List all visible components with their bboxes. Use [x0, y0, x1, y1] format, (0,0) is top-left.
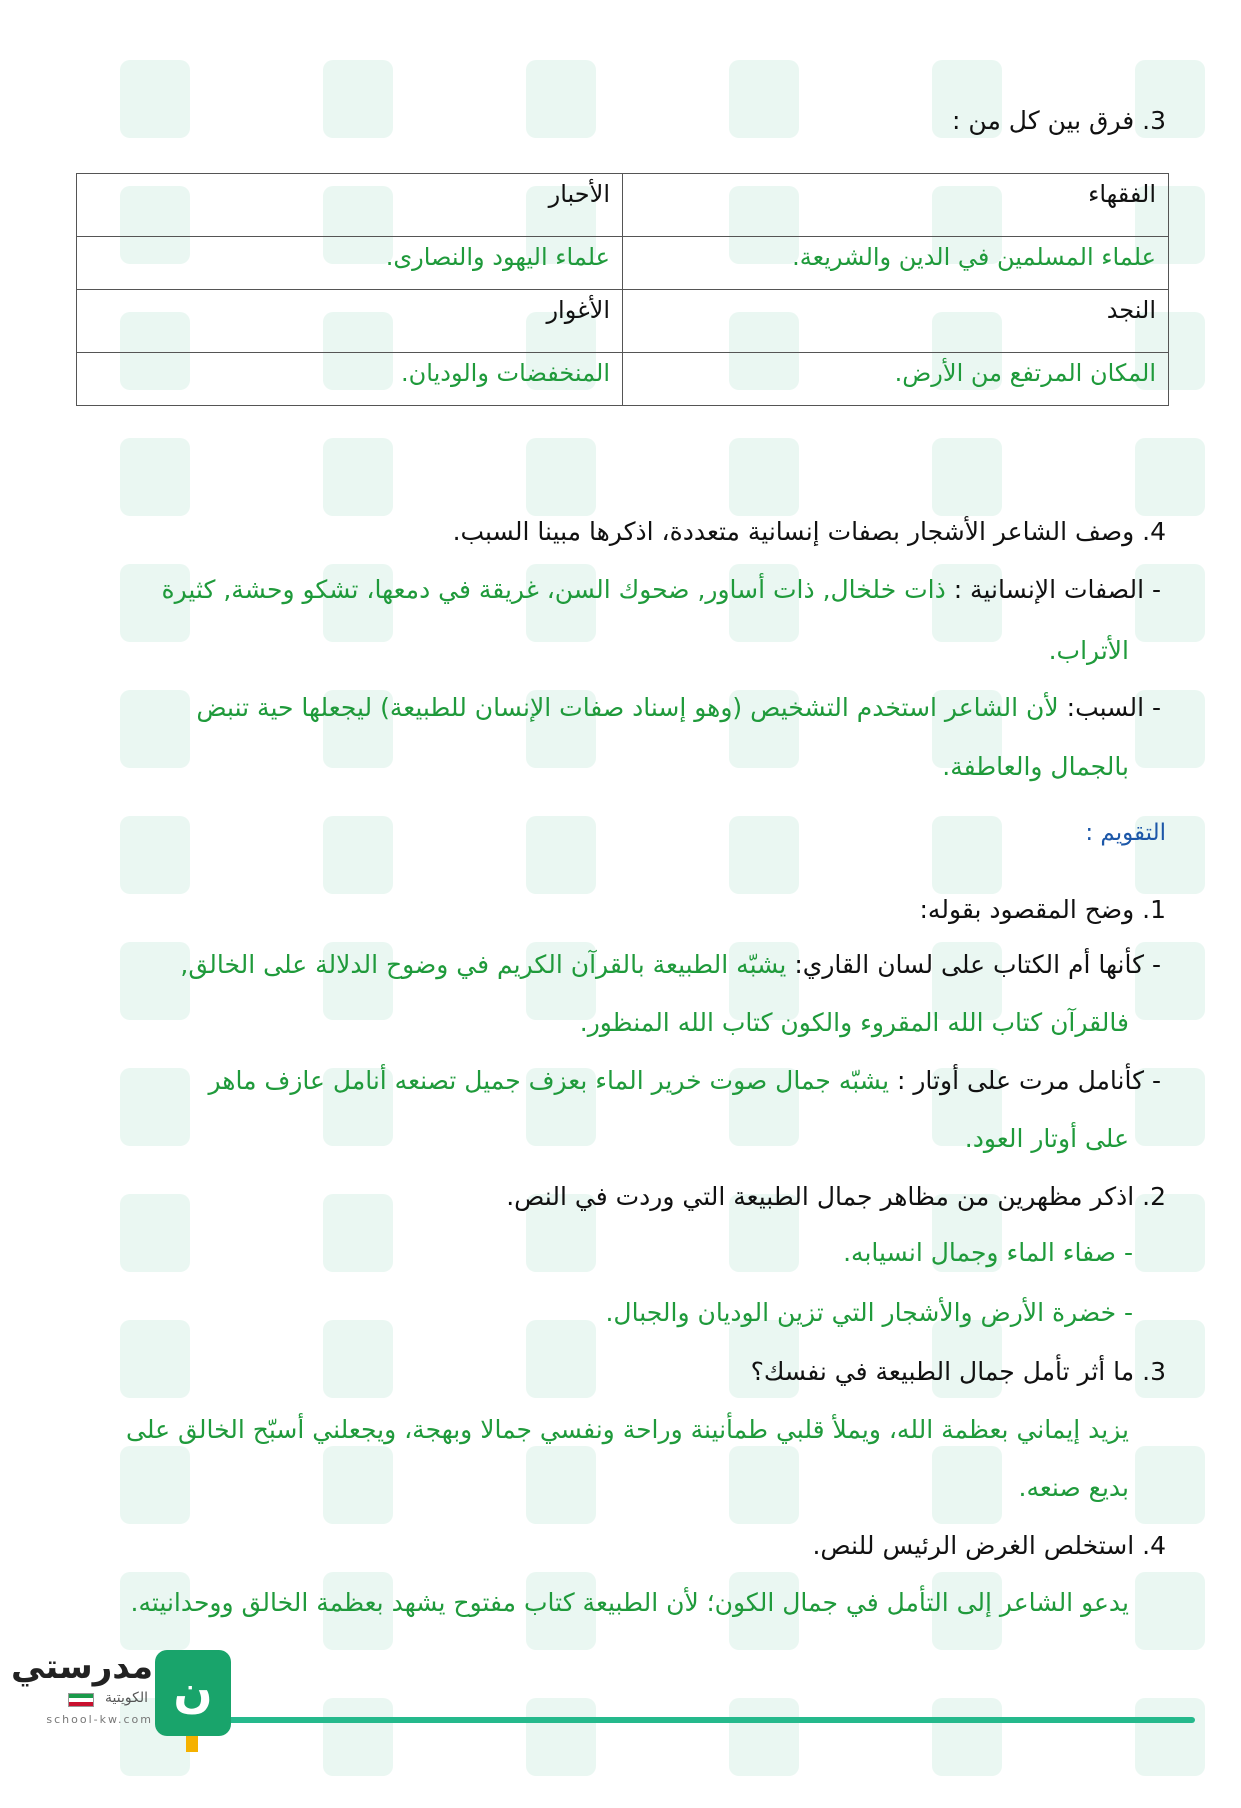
table-cell-term: النجد [623, 290, 1169, 353]
table-row [77, 174, 1169, 237]
table-cell-definition: علماء اليهود والنصارى. [77, 237, 623, 290]
kuwait-flag-icon [68, 1693, 94, 1707]
eval-1a-answer-continued: فالقرآن كتاب الله المقروء والكون كتاب الله المنظور. [579, 1008, 1129, 1037]
logo-url: school-kw.com [46, 1713, 153, 1726]
table-cell-definition: المنخفضات والوديان. [77, 353, 623, 406]
eval-question-3: 3. ما أثر تأمل جمال الطبيعة في نفسك؟ [750, 1357, 1166, 1386]
eval-1a-answer: يشبّه الطبيعة بالقرآن الكريم في وضوح الدلالة على الخالق, [180, 950, 787, 979]
eval-question-4: 4. استخلص الغرض الرئيس للنص. [812, 1531, 1166, 1560]
eval-1b-answer-continued: على أوتار العود. [964, 1124, 1129, 1153]
reason-answer: لأن الشاعر استخدم التشخيص (وهو إسناد صفات الإنسان للطبيعة) ليجعلها حية تنبض [196, 693, 1059, 722]
table-cell-definition: المكان المرتفع من الأرض. [623, 353, 1169, 406]
eval-4-answer: يدعو الشاعر إلى التأمل في جمال الكون؛ لأن الطبيعة كتاب مفتوح يشهد بعظمة الخالق ووحدانيته. [130, 1588, 1129, 1617]
reason-answer-continued: بالجمال والعاطفة. [942, 752, 1129, 781]
eval-3-answer-continued: بديع صنعه. [1018, 1473, 1129, 1502]
footer-divider [225, 1717, 1195, 1723]
traits-label: - الصفات الإنسانية : [953, 575, 1161, 604]
table-row [77, 353, 1169, 406]
eval-1b-answer: يشبّه جمال صوت خرير الماء بعزف جميل تصنعه أنامل عازف ماهر [208, 1066, 890, 1095]
eval-1b-label: - كأنامل مرت على أوتار : [896, 1066, 1161, 1095]
traits-answer: ذات خلخال, ذات أساور, ضحوك السن، غريقة في دمعها، تشكو وحشة, كثيرة [161, 575, 946, 604]
table-cell-term: الأغوار [77, 290, 623, 353]
reason-label: - السبب: [1066, 693, 1161, 722]
table-cell-definition: علماء المسلمين في الدين والشريعة. [623, 237, 1169, 290]
eval-2-answer-2: - خضرة الأرض والأشجار التي تزين الوديان والجبال. [605, 1298, 1133, 1327]
eval-question-2: 2. اذكر مظهرين من مظاهر جمال الطبيعة التي وردت في النص. [506, 1182, 1166, 1211]
table-cell-term: الفقهاء [623, 174, 1169, 237]
table-row [77, 290, 1169, 353]
table-row [77, 237, 1169, 290]
question-3-differentiate: 3. فرق بين كل من : [952, 106, 1166, 135]
eval-1b-line [208, 1066, 1161, 1095]
logo-subtitle: الكويتية [105, 1690, 148, 1706]
school-logo [11, 1645, 220, 1750]
eval-3-answer: يزيد إيماني بعظمة الله، ويملأ قلبي طمأنينة وراحة ونفسي جمالا وبهجة، ويجعلني أسبّح الخالق على [126, 1415, 1129, 1444]
logo-stem [186, 1736, 198, 1752]
table-cell-term: الأحبار [77, 174, 623, 237]
smile-icon: ن [173, 1664, 213, 1718]
eval-1a-label: - كأنها أم الكتاب على لسان القاري: [794, 950, 1161, 979]
evaluation-heading: التقويم : [1085, 820, 1166, 846]
logo-badge-icon [155, 1650, 231, 1736]
eval-1a-line [180, 950, 1161, 979]
comparison-table [76, 173, 1169, 406]
question-4-tree-traits: 4. وصف الشاعر الأشجار بصفات إنسانية متعددة، اذكرها مبينا السبب. [452, 517, 1166, 546]
traits-line [162, 575, 1161, 604]
logo-name: مدرستي [11, 1647, 153, 1687]
reason-line [196, 693, 1161, 722]
eval-2-answer-1: - صفاء الماء وجمال انسيابه. [843, 1238, 1133, 1267]
traits-answer-continued: الأتراب. [1048, 636, 1129, 665]
eval-question-1: 1. وضح المقصود بقوله: [919, 895, 1166, 924]
